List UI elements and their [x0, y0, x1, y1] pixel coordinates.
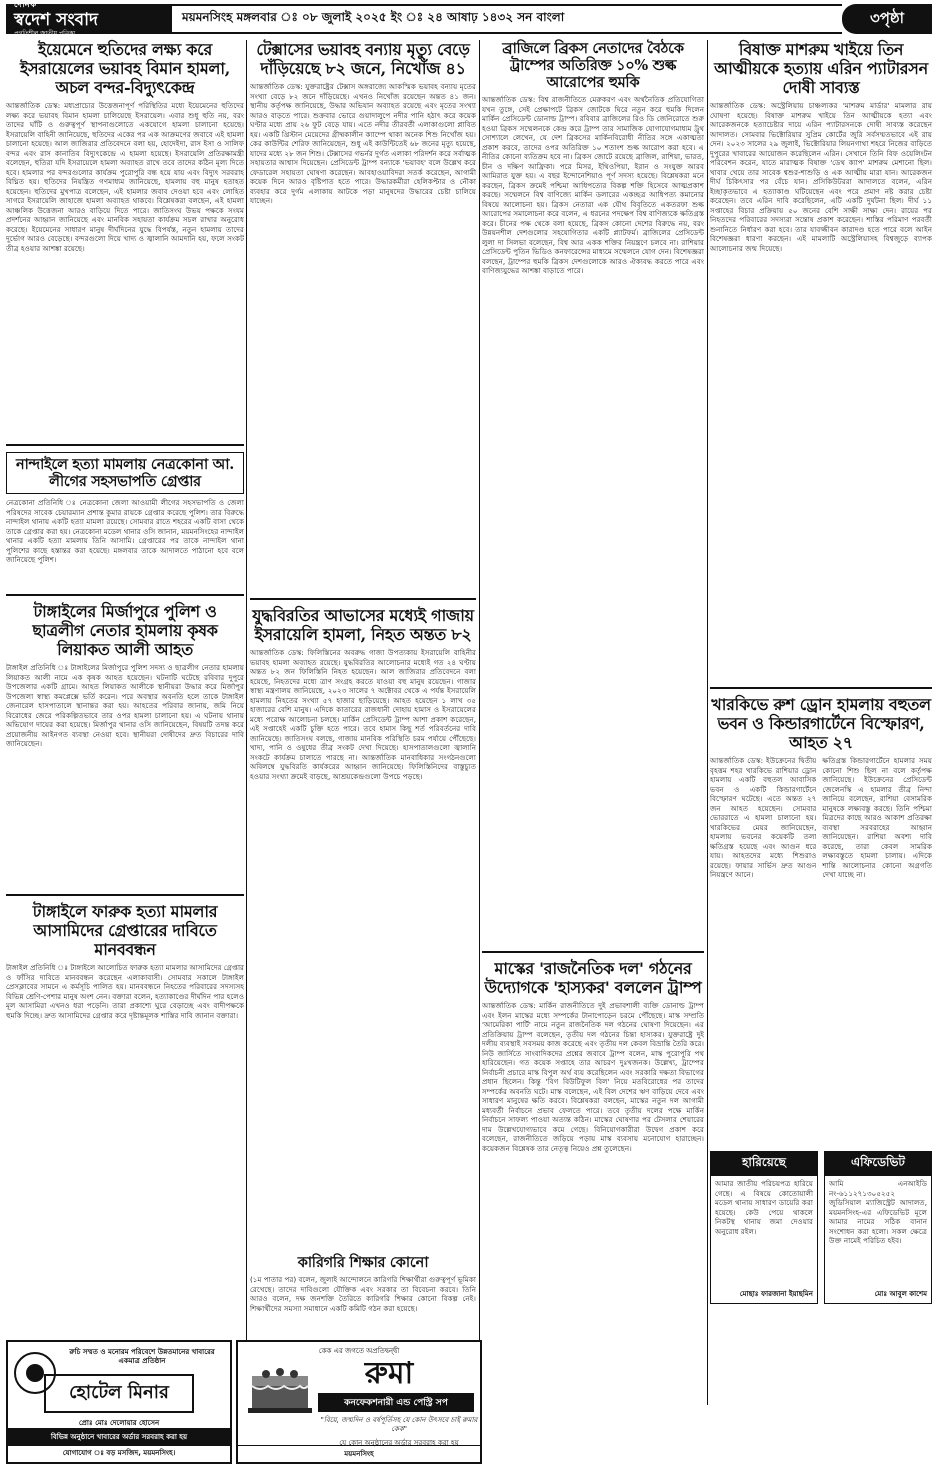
story-body: টাঙ্গাইল প্রতিনিধি ঃ টাঙ্গাইলের মির্জাপুরে পুলিশ সদস্য ও ছাত্রলীগ নেতার হামলায় লিয়াকত আলী নামে এক কৃষক আহত হয়েছেন। ঘটনাটি ঘটেছে রবিবার দুপুরে উপজেলার একটি গ্রামে। আহত লিয়াকত আলীকে স্থানীয়রা উদ্ধার করে মির্জাপুর উপজেলা স্বাস্থ্য কমপ্লেক্সে ভর্তি করেন। পরে অবস্থার অবনতি হলে তাকে টাঙ্গাইল জেনারেল হাসপাতালে স্থানান্তর করা হয়। আহতের পরিবার জানায়, জমি নিয়ে বিরোধের জেরে পরিকল্পিতভাবে তার ওপর হামলা চালানো হয়। এ ঘটনায় থানায় অভিযোগ দায়ের করা হয়েছে। মির্জাপুর থানার ওসি জানিয়েছেন, বিষয়টি তদন্ত করে প্রয়োজনীয় আইনগত ব্যবস্থা নেওয়া হবে। স্থানীয়রা দোষীদের দ্রুত বিচারের দাবি জানিয়েছেন।	[6, 663, 244, 748]
headline: কারিগরি শিক্ষার কোনো	[297, 1254, 429, 1271]
logo-tagline: প্রগতিশীল জাতীয় পত্রিকা	[14, 30, 76, 37]
story-body: আন্তর্জাতিক ডেস্ক: মধ্যপ্রাচ্যের উত্তেজনাপূর্ণ পরিস্থিতির মধ্যে ইয়েমেনের হুতিদের লক্ষ্য করে ভয়াবহ বিমান হামলা চালিয়েছে ইসরায়েল। এবার শুধু হুতি নয়, বরং তাদের ঘাঁটি ও গুরুত্বপূর্ণ স্থাপনাগুলোতে একযোগে হামলা চালানো হয়েছে। ইসরায়েলি বাহিনী জানিয়েছে, হুতিদের একের পর এক আক্রমণের জবাবে এই হামলা চালানো হয়েছে। আল জাজিরার প্রতিবেদনে বলা হয়, হোদেইদা, রাস ইসা ও সালিফ বন্দর এবং রাস কানাতিব বিদ্যুৎকেন্দ্রে এ হামলা হয়েছে। ইসরায়েলি প্রতিরক্ষামন্ত্রী বলেছেন, হুতিরা যদি ইসরায়েলে হামলা অব্যাহত রাখে তবে তাদের কঠিন মূল্য দিতে হবে। হামলার পর বন্দরগুলোর কার্যক্রম পুরোপুরি বন্ধ হয়ে যায় এবং বিদ্যুৎ সরবরাহ বিঘ্নিত হয়। হুতিদের নিয়ন্ত্রিত গণমাধ্যম জানিয়েছে, হামলায় বহু মানুষ হতাহত হয়েছেন। হুতিদের মুখপাত্র বলেছেন, এই হামলার জবাব দেওয়া হবে এবং লোহিত সাগরে ইসরায়েলি জাহাজে হামলা অব্যাহত থাকবে। বিশ্লেষকরা বলছেন, এই হামলা আঞ্চলিক উত্তেজনা আরও বাড়িয়ে দিতে পারে। জাতিসংঘ উভয় পক্ষকে সংযম প্রদর্শনের আহ্বান জানিয়েছে এবং মানবিক সহায়তা কার্যক্রম সচল রাখার অনুরোধ করেছে। ইয়েমেনের সাধারণ মানুষ দীর্ঘদিনের যুদ্ধে বিপর্যস্ত, নতুন হামলায় তাদের দুর্ভোগ আরও বেড়েছে। বন্দরগুলো দিয়ে খাদ্য ও জ্বালানি আমদানি হয়, ফলে সংকট তীব্র হওয়ার আশঙ্কা রয়েছে।	[6, 101, 244, 253]
story-kharkiv-drone	[710, 695, 932, 1141]
headline: ইয়েমেনে হুতিদের লক্ষ্য করে ইসরায়েলের ভয়াবহ বিমান হামলা, অচল বন্দর-বিদ্যুৎকেন্দ্র	[20, 40, 230, 97]
plate-icon	[14, 1352, 56, 1394]
page-number: ৩পৃষ্ঠা	[842, 4, 932, 34]
ad-ruma-confectionery	[236, 1340, 482, 1464]
ad-brand-name: হোটেল মিনার	[44, 1374, 194, 1413]
column-3	[482, 40, 704, 1467]
story-mirzapur-attack	[6, 602, 244, 888]
ad-brand-name: রুমা	[364, 1356, 414, 1391]
story-body-right: ক্ষতিগ্রস্ত কিন্ডারগার্টেনে হামলার সময় কোনো শিশু ছিল না বলে কর্তৃপক্ষ জানিয়েছে। ইউক্রেনের প্রেসিডেন্ট জেলেনস্কি এ হামলার তীব্র নিন্দা জানিয়ে বলেছেন, রাশিয়া বেসামরিক মানুষকে লক্ষ্যবস্তু করছে। তিনি পশ্চিমা মিত্রদের কাছে আরও আকাশ প্রতিরক্ষা ব্যবস্থা সরবরাহের আহ্বান জানিয়েছেন। রাশিয়া অবশ্য দাবি করেছে, তারা কেবল সামরিক লক্ষ্যবস্তুতে হামলা চালায়। এদিকে শান্তি আলোচনার কোনো অগ্রগতি দেখা যাচ্ছে না।	[822, 756, 932, 879]
story-mushroom-murder	[710, 40, 932, 681]
story-body: (১ম পাতার পর) বলেন, জুলাই আন্দোলনে কারিগরি শিক্ষার্থীরা গুরুত্বপূর্ণ ভূমিকা রেখেছে। তাদের দাবিগুলো যৌক্তিক এবং সরকার তা বিবেচনা করবে। তিনি আরও বলেন, দক্ষ জনশক্তি তৈরিতে কারিগরি শিক্ষার কোনো বিকল্প নেই। শিক্ষার্থীদের সমস্যা সমাধানে একটি কমিটি গঠন করা হয়েছে।	[250, 1275, 476, 1313]
story-subcolumns	[710, 756, 932, 1141]
column-divider	[246, 40, 247, 1405]
headline: যুদ্ধবিরতির আভাসের মধ্যেই গাজায় ইসরায়েলি হামলা, নিহত অন্তত ৮২	[252, 606, 474, 644]
story-body: আন্তর্জাতিক ডেস্ক: যুক্তরাষ্ট্রের টেক্সাস অঙ্গরাজ্যে আকস্মিক ভয়াবহ বন্যায় মৃতের সংখ্যা বেড়ে ৮২ জনে দাঁড়িয়েছে। এখনও নিখোঁজ রয়েছেন অন্তত ৪১ জন। স্থানীয় কর্তৃপক্ষ জানিয়েছে, উদ্ধার অভিযান অব্যাহত রয়েছে এবং মৃতের সংখ্যা আরও বাড়তে পারে। শুক্রবার ভোরে গুয়াদালুপে নদীর পানি হঠাৎ করে কয়েক ঘণ্টার মধ্যে প্রায় ২৬ ফুট বেড়ে যায়। এতে নদীর তীরবর্তী এলাকাগুলো প্লাবিত হয়। একটি খ্রিস্টান মেয়েদের গ্রীষ্মকালীন ক্যাম্পে থাকা অনেক শিশু নিখোঁজ হয়। কের কাউন্টির শেরিফ জানিয়েছেন, শুধু এই কাউন্টিতেই ৬৮ জনের মৃত্যু হয়েছে, যাদের মধ্যে ২৮ জন শিশু। টেক্সাসের গভর্নর দুর্গত এলাকা পরিদর্শন করে সর্বাত্মক সহায়তার আশ্বাস দিয়েছেন। প্রেসিডেন্ট ট্রাম্প বন্যাকে 'ভয়াবহ' বলে উল্লেখ করে ফেডারেল সহায়তা ঘোষণা করেছেন। আবহাওয়াবিদরা সতর্ক করেছেন, আগামী কয়েক দিনে আরও বৃষ্টিপাত হতে পারে। উদ্ধারকর্মীরা হেলিকপ্টার ও নৌকা ব্যবহার করে দুর্গম এলাকায় আটকে পড়া মানুষদের উদ্ধারের চেষ্টা চালিয়ে যাচ্ছেন।	[250, 82, 476, 205]
divider	[710, 687, 932, 689]
notice-body: আমি এনআইডি নং-৬১১২৭১৩০৫২৫২ জুডিসিয়াল ম্যাজিস্ট্রেট আদালত, ময়মনসিংহ-এর এফিডেভিট মূলে আমার নামের সঠিক বানান সংশোধন করা হলো। সকল ক্ষেত্রে উক্ত নামেই পরিচিত হইব।	[829, 1179, 927, 1245]
dateline: ময়মনসিংহ মঙ্গলবার ঃ ০৮ জুলাই ২০২৫ ইং ঃ ২৪ আষাঢ় ১৪৩২ সন বাংলা	[172, 4, 842, 34]
notice-signature: মোঃ আবুল কাশেম	[874, 1290, 927, 1298]
classifieds	[710, 1147, 932, 1304]
column-4	[710, 40, 932, 1304]
ad-proprietor: প্রোঃ মোঃ দেলোয়ার হোসেন	[78, 1419, 160, 1427]
column-2	[250, 40, 476, 1357]
ad-hotel-minar	[6, 1340, 232, 1464]
ad-footer: ময়মনসিংহ	[238, 1445, 480, 1460]
notice-affidavit	[824, 1151, 932, 1304]
story-technical-education	[250, 1254, 476, 1351]
headline: মাস্কের 'রাজনৈতিক দল' গঠনের উদ্যোগকে 'হাস্যকর' বললেন ট্রাম্প	[484, 959, 702, 997]
divider	[482, 951, 704, 953]
story-body: আন্তর্জাতিক ডেস্ক: বিশ্ব রাজনীতিতে মেরুকরণ এবং অর্থনৈতিক প্রতিযোগিতা যখন তুঙ্গে, সেই প্রেক্ষাপটে ব্রিকস জোটকে ঘিরে নতুন করে হুমকি দিলেন মার্কিন প্রেসিডেন্ট ডোনাল্ড ট্রাম্প। রবিবার ব্রাজিলের রিও ডি জেনিরোতে শুরু হওয়া ব্রিকস সম্মেলনকে কেন্দ্র করে ট্রাম্প তার সামাজিক যোগাযোগমাধ্যম ট্রুথ সোশ্যালে লেখেন, যে দেশ ব্রিকসের মার্কিনবিরোধী নীতির সঙ্গে একাত্মতা প্রকাশ করবে, তাদের ওপর অতিরিক্ত ১০ শতাংশ শুল্ক আরোপ করা হবে। এ নীতির কোনো ব্যতিক্রম হবে না। ব্রিকস জোটে রয়েছে ব্রাজিল, রাশিয়া, ভারত, চীন ও দক্ষিণ আফ্রিকা। পরে মিসর, ইথিওপিয়া, ইরান ও সংযুক্ত আরব আমিরাত যুক্ত হয়। এ বছর ইন্দোনেশিয়াও পূর্ণ সদস্য হয়েছে। বিশ্লেষকরা মনে করছেন, ব্রিকস ক্রমেই পশ্চিমা আধিপত্যের বিকল্প শক্তি হিসেবে আত্মপ্রকাশ করছে। সম্মেলনে বিশ্ব বাণিজ্যে মার্কিন ডলারের একচ্ছত্র আধিপত্য কমানোর বিষয়ে আলোচনা হয়। ব্রিকস নেতারা এক যৌথ বিবৃতিতে একতরফা শুল্ক আরোপের সমালোচনা করে বলেন, এ ধরনের পদক্ষেপ বিশ্ব বাণিজ্যকে ক্ষতিগ্রস্ত করে। চীনের পক্ষ থেকে বলা হয়েছে, ব্রিকস কোনো দেশের বিরুদ্ধে নয়, বরং উন্নয়নশীল দেশগুলোর সহযোগিতার একটি প্ল্যাটফর্ম। ব্রাজিলের প্রেসিডেন্ট লুলা দা সিলভা বলেছেন, বিশ্ব আর একক শক্তির নিয়ন্ত্রণে চলবে না। রাশিয়ার প্রেসিডেন্ট পুতিন ভিডিও কনফারেন্সের মাধ্যমে সম্মেলনে যোগ দেন। বিশেষজ্ঞরা বলছেন, ট্রাম্পের হুমকি ব্রিকস দেশগুলোকে আরও ঐক্যবদ্ধ করতে পারে এবং বাণিজ্যযুদ্ধের আশঙ্কা বাড়াতে পারে।	[482, 95, 704, 275]
divider	[6, 894, 244, 896]
ad-strip: বিভিন্ন অনুষ্ঠানে খাবারের অর্ডার সরবরাহ করা হয়	[8, 1428, 230, 1446]
story-brics-tariff	[482, 40, 704, 945]
column-1	[6, 40, 244, 1111]
divider	[6, 594, 244, 596]
story-netrokona-arrest	[6, 452, 244, 588]
divider	[250, 598, 476, 600]
ad-subtitle: কনফেকশনারী এন্ড পেস্ট্রি সপ	[318, 1393, 474, 1412]
headline: টেক্সাসের ভয়াবহ বন্যায় মৃত্যু বেড়ে দাঁড়িয়েছে ৮২ জনে, নিখোঁজ ৪১	[256, 40, 470, 78]
column-divider	[707, 40, 708, 1405]
ad-tagline: কেক এর জগতে অপ্রতিদ্বন্দ্বী	[318, 1347, 400, 1355]
story-gaza	[250, 606, 476, 1248]
ad-address: যোগাযোগ ঃ বড় মসজিদ, ময়মনসিংহ।	[62, 1449, 176, 1457]
headline: নান্দাইলে হত্যা মামলায় নেত্রকোনা আ. লীগের সহসভাপতি গ্রেপ্তার	[6, 452, 244, 494]
ad-tagline: রুচি সম্মত ও মনোরম পরিবেশে উন্নতমানের খাবারের একমাত্র প্রতিষ্ঠান	[69, 1348, 215, 1365]
headline: টাঙ্গাইলে ফারুক হত্যা মামলার আসামিদের গ্রেপ্তারের দাবিতে মানববন্ধন	[32, 902, 218, 959]
notice-lost	[710, 1151, 818, 1304]
column-divider	[479, 40, 480, 1405]
story-body: আন্তর্জাতিক ডেস্ক: ফিলিস্তিনের অবরুদ্ধ গাজা উপত্যকায় ইসরায়েলি বাহিনীর ভয়াবহ হামলা অব্যাহত রয়েছে। যুদ্ধবিরতির আলোচনার মধ্যেই গত ২৪ ঘণ্টায় অন্তত ৮২ জন ফিলিস্তিনি নিহত হয়েছেন। আল জাজিরার প্রতিবেদনে বলা হয়েছে, নিহতদের মধ্যে ত্রাণ সংগ্রহ করতে যাওয়া বহু মানুষ রয়েছেন। গাজার স্বাস্থ্য মন্ত্রণালয় জানিয়েছে, ২০২৩ সালের ৭ অক্টোবর থেকে এ পর্যন্ত ইসরায়েলি হামলায় নিহতের সংখ্যা ৫৭ হাজার ছাড়িয়েছে। আহত হয়েছেন ১ লাখ ৩৫ হাজারের বেশি মানুষ। এদিকে কাতারের রাজধানী দোহায় হামাস ও ইসরায়েলের মধ্যে পরোক্ষ আলোচনা চলছে। মার্কিন প্রেসিডেন্ট ট্রাম্প আশা প্রকাশ করেছেন, এই সপ্তাহেই একটি চুক্তি হতে পারে। তবে হামাস কিছু শর্ত পরিবর্তনের দাবি জানিয়েছে। জাতিসংঘ বলছে, গাজায় মানবিক পরিস্থিতি চরম পর্যায়ে পৌঁছেছে। খাদ্য, পানি ও ওষুধের তীব্র সংকট দেখা দিয়েছে। হাসপাতালগুলো জ্বালানি সংকটে কার্যক্রম চালাতে পারছে না। আন্তর্জাতিক মানবাধিকার সংগঠনগুলো অবিলম্বে যুদ্ধবিরতি কার্যকরের আহ্বান জানিয়েছে। ফিলিস্তিনিদের বাস্তুচ্যুত হওয়ার সংখ্যা ক্রমেই বাড়ছে, আশ্রয়কেন্দ্রগুলো উপচে পড়ছে।	[250, 648, 476, 781]
story-body: টাঙ্গাইল প্রতিনিধি ঃ টাঙ্গাইলে আলোচিত ফারুক হত্যা মামলার আসামিদের গ্রেপ্তার ও ফাঁসির দাবিতে মানববন্ধন করেছেন এলাকাবাসী। সোমবার সকালে টাঙ্গাইল প্রেসক্লাবের সামনে এ কর্মসূচি পালিত হয়। মানববন্ধনে নিহতের পরিবারের সদস্যসহ বিভিন্ন শ্রেণি-পেশার মানুষ অংশ নেন। বক্তারা বলেন, হত্যাকাণ্ডের দীর্ঘদিন পার হলেও মূল আসামিরা এখনও ধরা পড়েনি। তারা প্রকাশ্যে ঘুরে বেড়াচ্ছে এবং বাদীপক্ষকে হুমকি দিচ্ছে। দ্রুত আসামিদের গ্রেপ্তার করে দৃষ্টান্তমূলক শাস্তির দাবি জানান বক্তারা।	[6, 963, 244, 1020]
logo-pre: দৈনিক	[14, 0, 38, 9]
story-body-left: আন্তর্জাতিক ডেস্ক: ইউক্রেনের দ্বিতীয় বৃহত্তম শহর খারকিভে রাশিয়ার ড্রোন হামলায় একটি বহুতল আবাসিক ভবন ও একটি কিন্ডারগার্টেনে বিস্ফোরণ ঘটেছে। এতে অন্তত ২৭ জন আহত হয়েছেন। সোমবার ভোররাতে এ হামলা চালানো হয়। খারকিভের মেয়র জানিয়েছেন, হামলায় ভবনের কয়েকটি তলা ক্ষতিগ্রস্ত হয়েছে এবং আগুন ধরে যায়। আহতদের মধ্যে শিশুরাও রয়েছে। ফায়ার সার্ভিস দ্রুত আগুন নিয়ন্ত্রণে আনে।	[710, 756, 817, 879]
divider	[6, 444, 244, 446]
headline: ব্রাজিলে ব্রিকস নেতাদের বৈঠকে ট্রাম্পের অতিরিক্ত ১০% শুল্ক আরোপের হুমকি	[502, 40, 684, 91]
cake-icon	[246, 1358, 314, 1416]
notice-signature: মোছাঃ ফারজানা ইয়াছমিন	[739, 1290, 813, 1298]
masthead	[6, 0, 932, 37]
notice-title: এফিডেভিট	[825, 1152, 931, 1176]
headline: টাঙ্গাইলের মির্জাপুরে পুলিশ ও ছাত্রলীগ নেতার হামলায় কৃষক লিয়াকত আলী আহত	[32, 602, 218, 659]
story-body: আন্তর্জাতিক ডেস্ক: মার্কিন রাজনীতিতে দুই প্রভাবশালী ব্যক্তি ডোনাল্ড ট্রাম্প এবং ইলন মাস্কের মধ্যে সম্পর্কের টানাপোড়েন চরমে পৌঁছেছে। মাস্ক সম্প্রতি 'আমেরিকা পার্টি' নামে নতুন রাজনৈতিক দল গঠনের ঘোষণা দিয়েছেন। এর প্রতিক্রিয়ায় ট্রাম্প বলেছেন, তৃতীয় দল গঠনের চিন্তা হাস্যকর। যুক্তরাষ্ট্রে দুই দলীয় ব্যবস্থাই সবসময় কাজ করেছে এবং তৃতীয় দল কেবল বিভ্রান্তি তৈরি করে। নিউ জার্সিতে সাংবাদিকদের প্রশ্নের জবাবে ট্রাম্প বলেন, মাস্ক পুরোপুরি পথ হারিয়েছেন। গত কয়েক সপ্তাহে তার আচরণ দুঃখজনক। উল্লেখ্য, ট্রাম্পের নির্বাচনী প্রচারে মাস্ক বিপুল অর্থ ব্যয় করেছিলেন এবং সরকারি দক্ষতা বিভাগের প্রধান ছিলেন। কিন্তু 'বিগ বিউটিফুল বিল' নিয়ে মতবিরোধের পর তাদের সম্পর্কের অবনতি ঘটে। মাস্ক বলেছেন, এই বিল দেশের ঋণ বাড়িয়ে দেবে এবং সাধারণ মানুষের ক্ষতি করবে। বিশ্লেষকরা বলছেন, মাস্কের নতুন দল আগামী মধ্যবর্তী নির্বাচনে প্রভাব ফেলতে পারে। তবে তৃতীয় দলের পক্ষে মার্কিন নির্বাচনে সাফল্য পাওয়া অত্যন্ত কঠিন। মাস্কের ঘোষণার পর টেসলার শেয়ারের দাম উল্লেখযোগ্যভাবে কমে গেছে। বিনিয়োগকারীরা উদ্বেগ প্রকাশ করে বলেছেন, রাজনীতিতে জড়িয়ে পড়ায় মাস্ক ব্যবসায় মনোযোগ হারাচ্ছেন। কয়েকজন বিশ্লেষক তার নেতৃত্ব নিয়েও প্রশ্ন তুলেছেন।	[482, 1001, 704, 1153]
story-tangail-rally	[6, 902, 244, 1105]
story-musk-party	[482, 959, 704, 1461]
logo-name: স্বদেশ সংবাদ	[14, 10, 98, 30]
story-body: নেত্রকোনা প্রতিনিধি ঃ নেত্রকোনা জেলা আওয়ামী লীগের সহসভাপতি ও জেলা পরিষদের সাবেক চেয়ারম্যান প্রশান্ত কুমার রায়কে গ্রেপ্তার করেছে পুলিশ। তার বিরুদ্ধে নান্দাইল থানায় একটি হত্যা মামলা রয়েছে। সোমবার রাতে শহরের একটি বাসা থেকে তাকে গ্রেপ্তার করা হয়। নেত্রকোনা মডেল থানার ওসি জানান, ময়মনসিংহের নান্দাইল থানার একটি হত্যা মামলায় তিনি আসামি। গ্রেপ্তারের পর তাকে নান্দাইল থানা পুলিশের কাছে হস্তান্তর করা হয়েছে। মঙ্গলবার তাকে আদালতে পাঠানো হবে বলে জানিয়েছে পুলিশ।	[6, 498, 244, 564]
newspaper-logo	[6, 0, 172, 37]
ad-order-note: যে কোন অনুষ্ঠানের অর্ডার সরবরাহ করা হয়	[339, 1439, 459, 1447]
story-texas-flood	[250, 40, 476, 592]
notice-body: আমার জাতীয় পরিচয়পত্র হারিয়ে গেছে। এ বিষয়ে কোতোয়ালী মডেল থানায় সাধারণ ডায়েরি করা হয়েছে। কেউ পেয়ে থাকলে নিকটস্থ থানায় জমা দেওয়ার অনুরোধ রইল।	[715, 1179, 813, 1236]
story-body: আন্তর্জাতিক ডেস্ক: অস্ট্রেলিয়ায় চাঞ্চল্যকর 'মাশরুম মার্ডার' মামলার রায় ঘোষণা হয়েছে। বিষাক্ত মাশরুম খাইয়ে তিন আত্মীয়কে হত্যা এবং আরেকজনকে হত্যাচেষ্টার দায়ে এরিন প্যাটারসনকে দোষী সাব্যস্ত করেছেন আদালত। সোমবার ভিক্টোরিয়ার সুপ্রিম কোর্টের জুরি সর্বসম্মতভাবে এই রায় দেন। ২০২৩ সালের ২৯ জুলাই, ভিক্টোরিয়ার লিয়নগাথা শহরে নিজের বাড়িতে দুপুরের খাবারের আয়োজন করেছিলেন এরিন। সেখানে তিনি বিফ ওয়েলিংটন পরিবেশন করেন, যাতে মারাত্মক বিষাক্ত 'ডেথ ক্যাপ' মাশরুম মেশানো ছিল। খাবার খেয়ে তার সাবেক শ্বশুর-শাশুড়ি ও এক আত্মীয় মারা যান। আরেকজন দীর্ঘ চিকিৎসার পর বেঁচে যান। প্রসিকিউটররা আদালতে বলেন, এরিন ইচ্ছাকৃতভাবে এ হত্যাকাণ্ড ঘটিয়েছেন এবং পরে প্রমাণ নষ্ট করার চেষ্টা করেছেন। তবে এরিন দাবি করেছিলেন, এটি একটি দুর্ঘটনা ছিল। দীর্ঘ ১১ সপ্তাহের বিচার প্রক্রিয়ায় ৫০ জনের বেশি সাক্ষী সাক্ষ্য দেন। রায়ের পর নিহতদের পরিবারের সদস্যরা সন্তোষ প্রকাশ করেছেন। শাস্তির পরিমাণ পরবর্তী শুনানিতে নির্ধারণ করা হবে। তার যাবজ্জীবন কারাদণ্ড হতে পারে বলে আইন বিশেষজ্ঞরা ধারণা করছেন। এই মামলাটি অস্ট্রেলিয়াসহ বিশ্বজুড়ে ব্যাপক আলোচনার জন্ম দিয়েছে।	[710, 101, 932, 253]
story-yemen	[6, 40, 244, 438]
headline: খারকিভে রুশ ড্রোন হামলায় বহুতল ভবন ও কিন্ডারগার্টেনে বিস্ফোরণ, আহত ২৭	[711, 695, 931, 752]
ad-quote: "বিয়ে, জন্মদিন ও বর্ষপূর্তিসহ যে কোন উৎসবে চাই রুমার কেক"	[320, 1416, 478, 1433]
headline: বিষাক্ত মাশরুম খাইয়ে তিন আত্মীয়কে হত্যায় এরিন প্যাটারসন দোষী সাব্যস্ত	[714, 40, 928, 97]
notice-title: হারিয়েছে	[711, 1152, 817, 1176]
